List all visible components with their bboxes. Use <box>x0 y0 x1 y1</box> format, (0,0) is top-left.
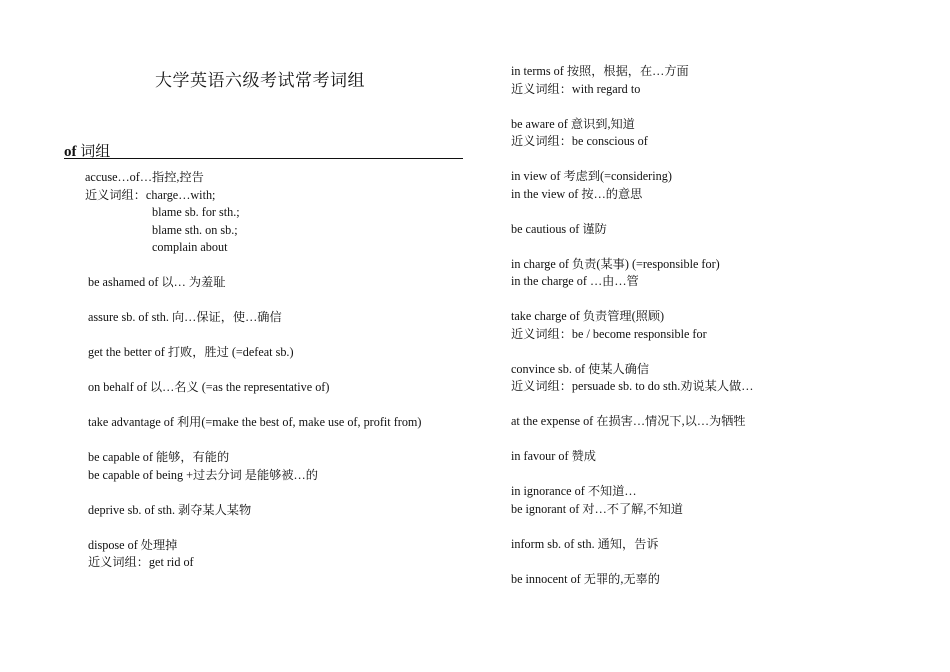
synonym-line: blame sth. on sb.; <box>152 222 238 237</box>
section-suffix: 词组 <box>76 144 111 160</box>
phrase-entry: inform sb. of sth. 通知，告诉 <box>511 536 659 551</box>
spacer <box>511 238 753 256</box>
right-column <box>511 63 753 588</box>
phrase-entry: be ignorant of 对…不了解,不知道 <box>511 501 683 516</box>
spacer <box>511 151 753 169</box>
phrase-entry: on behalf of 以…名义 (=as the representative of) <box>88 380 330 394</box>
synonym-line: 近义词组：be / become responsible for <box>511 326 707 341</box>
phrase-entry: in ignorance of 不知道… <box>511 484 637 498</box>
spacer <box>85 519 421 537</box>
spacer <box>85 397 421 415</box>
phrase-entry: deprive sb. of sth. 剥夺某人某物 <box>88 502 252 517</box>
left-column <box>85 169 421 572</box>
spacer <box>511 466 753 484</box>
phrase-entry: be aware of 意识到,知道 <box>511 116 635 131</box>
synonym-line: blame sb. for sth.; <box>152 205 240 219</box>
phrase-entry: convince sb. of 使某人确信 <box>511 361 650 376</box>
synonym-line: 近义词组：be conscious of <box>511 134 648 148</box>
spacer <box>511 98 753 116</box>
phrase-entry: be ashamed of 以… 为羞耻 <box>88 275 226 289</box>
phrase-entry: in the view of 按…的意思 <box>511 186 643 201</box>
spacer <box>511 203 753 221</box>
phrase-entry: be capable of 能够，有能的 <box>88 450 230 464</box>
section-keyword: of <box>64 144 77 160</box>
phrase-entry: take charge of 负责管理(照顾) <box>511 309 665 323</box>
phrase-entry: take advantage of 利用(=make the best of, make use of, profit from) <box>88 415 422 429</box>
spacer <box>85 362 421 380</box>
spacer <box>511 431 753 449</box>
phrase-entry: in favour of 赞成 <box>511 449 596 463</box>
spacer <box>85 484 421 502</box>
phrase-entry: be capable of being +过去分词 是能够被…的 <box>88 467 318 482</box>
synonym-line: complain about <box>152 240 228 254</box>
spacer <box>511 343 753 361</box>
spacer <box>85 432 421 450</box>
phrase-entry: at the expense of 在损害…情况下,以…为牺牲 <box>511 414 746 428</box>
phrase-entry: in view of 考虑到(=considering) <box>511 169 672 183</box>
phrase-entry: in the charge of …由…管 <box>511 274 639 288</box>
phrase-entry: get the better of 打败，胜过 (=defeat sb.) <box>88 345 294 359</box>
synonym-line: 近义词组：with regard to <box>511 81 641 96</box>
phrase-entry: dispose of 处理掉 <box>88 537 178 552</box>
phrase-entry: in terms of 按照，根据，在…方面 <box>511 64 689 78</box>
spacer <box>85 257 421 275</box>
spacer <box>511 396 753 414</box>
synonym-line: 近义词组：charge…with; <box>85 187 216 202</box>
phrase-entry: in charge of 负责(某事) (=responsible for) <box>511 256 720 271</box>
spacer <box>511 553 753 571</box>
synonym-line: 近义词组：persuade sb. to do sth.劝说某人做… <box>511 379 754 393</box>
spacer <box>511 291 753 309</box>
phrase-entry: be cautious of 谨防 <box>511 221 607 236</box>
phrase-entry: be innocent of 无罪的,无辜的 <box>511 571 660 586</box>
section-divider <box>64 158 463 159</box>
spacer <box>511 518 753 536</box>
spacer <box>85 327 421 345</box>
synonym-line: 近义词组：get rid of <box>88 555 194 569</box>
phrase-entry: accuse…of…指控,控告 <box>85 170 204 184</box>
page-title: 大学英语六级考试常考词组 <box>155 71 365 90</box>
spacer <box>85 292 421 310</box>
phrase-entry: assure sb. of sth. 向…保证，使…确信 <box>88 310 282 324</box>
